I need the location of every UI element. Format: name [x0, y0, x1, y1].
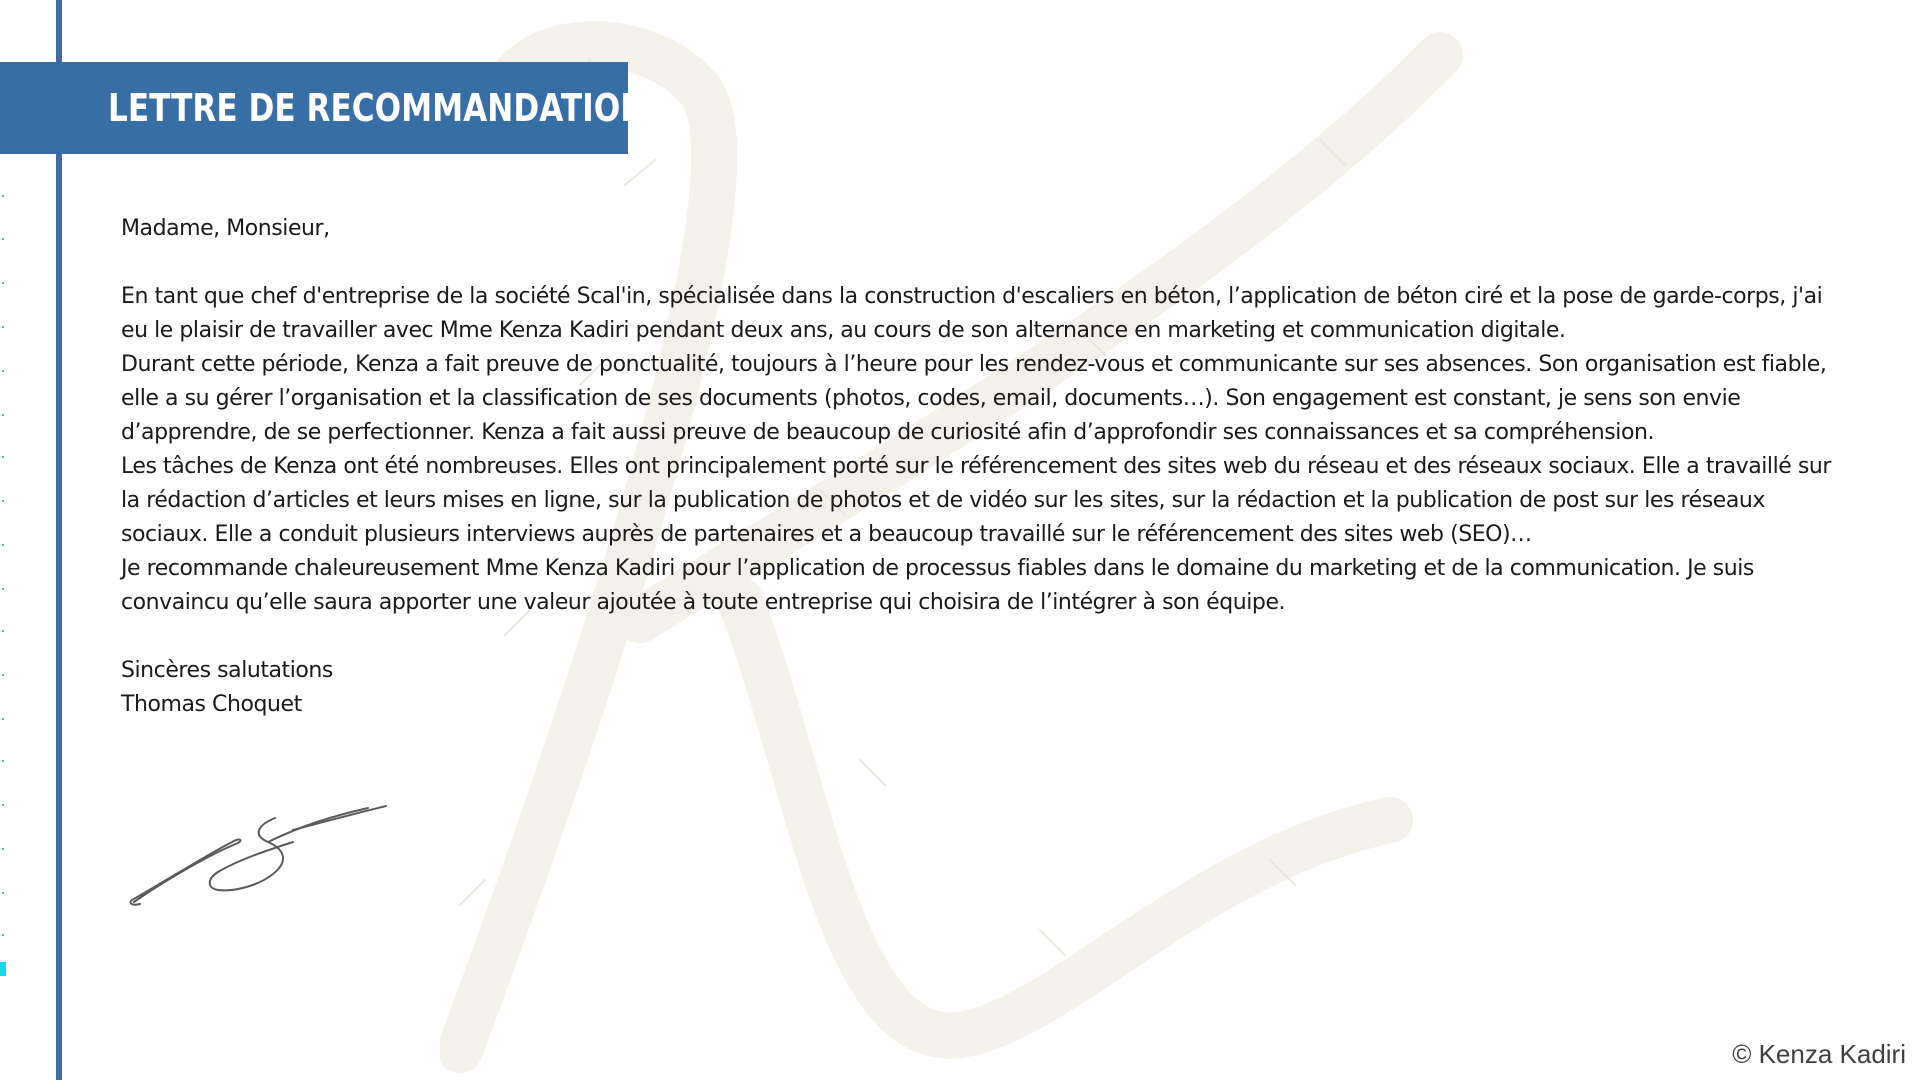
- paragraph-spacer: [121, 620, 1841, 654]
- handwritten-signature: [118, 800, 388, 910]
- left-vertical-rule: [56, 0, 62, 1080]
- paragraph-spacer: [121, 246, 1841, 280]
- title-banner: [0, 62, 647, 154]
- signatory-name: Thomas Choquet: [121, 692, 302, 717]
- left-edge-dots: [0, 100, 8, 980]
- page-title: LETTRE DE RECOMMANDATION: [108, 86, 647, 130]
- left-edge-marker: [0, 962, 6, 976]
- salutation: Madame, Monsieur,: [121, 216, 330, 241]
- paragraph-qualities: Durant cette période, Kenza a fait preuve de ponctualité, toujours à l’heure pour les rendez-vous et communicante sur ses absences. Son organisation est fiable, elle a su gérer l’organisation et la classification de ses documents (photos, codes, email, documents…). Son engagement est constant, je sens son envie d’apprendre, de se perfectionner. Kenza a fait aussi preuve de beaucoup de curiosité afin d’approfondir ses connaissances et sa compréhension.: [121, 352, 1827, 445]
- closing-line: Sincères salutations: [121, 658, 333, 683]
- letter-body: [121, 212, 1841, 722]
- paragraph-recommendation: Je recommande chaleureusement Mme Kenza Kadiri pour l’application de processus fiables dans le domaine du marketing et de la communication. Je suis convaincu qu’elle saura apporter une valeur ajoutée à toute entreprise qui choisira de l’intégrer à son équipe.: [121, 556, 1754, 615]
- paragraph-introduction: En tant que chef d'entreprise de la société Scal'in, spécialisée dans la construction d'escaliers en béton, l’application de béton ciré et la pose de garde-corps, j'ai eu le plaisir de travailler avec Mme Kenza Kadiri pendant deux ans, au cours de son alternance en marketing et communication digitale.: [121, 284, 1823, 343]
- paragraph-tasks: Les tâches de Kenza ont été nombreuses. Elles ont principalement porté sur le référencement des sites web du réseau et des réseaux sociaux. Elle a travaillé sur la rédaction d’articles et leurs mises en ligne, sur la publication de photos et de vidéo sur les sites, sur la rédaction et la publication de post sur les réseaux sociaux. Elle a conduit plusieurs interviews auprès de partenaires et a beaucoup travaillé sur le référencement des sites web (SEO)…: [121, 454, 1831, 547]
- copyright-notice: © Kenza Kadiri: [1732, 1039, 1906, 1069]
